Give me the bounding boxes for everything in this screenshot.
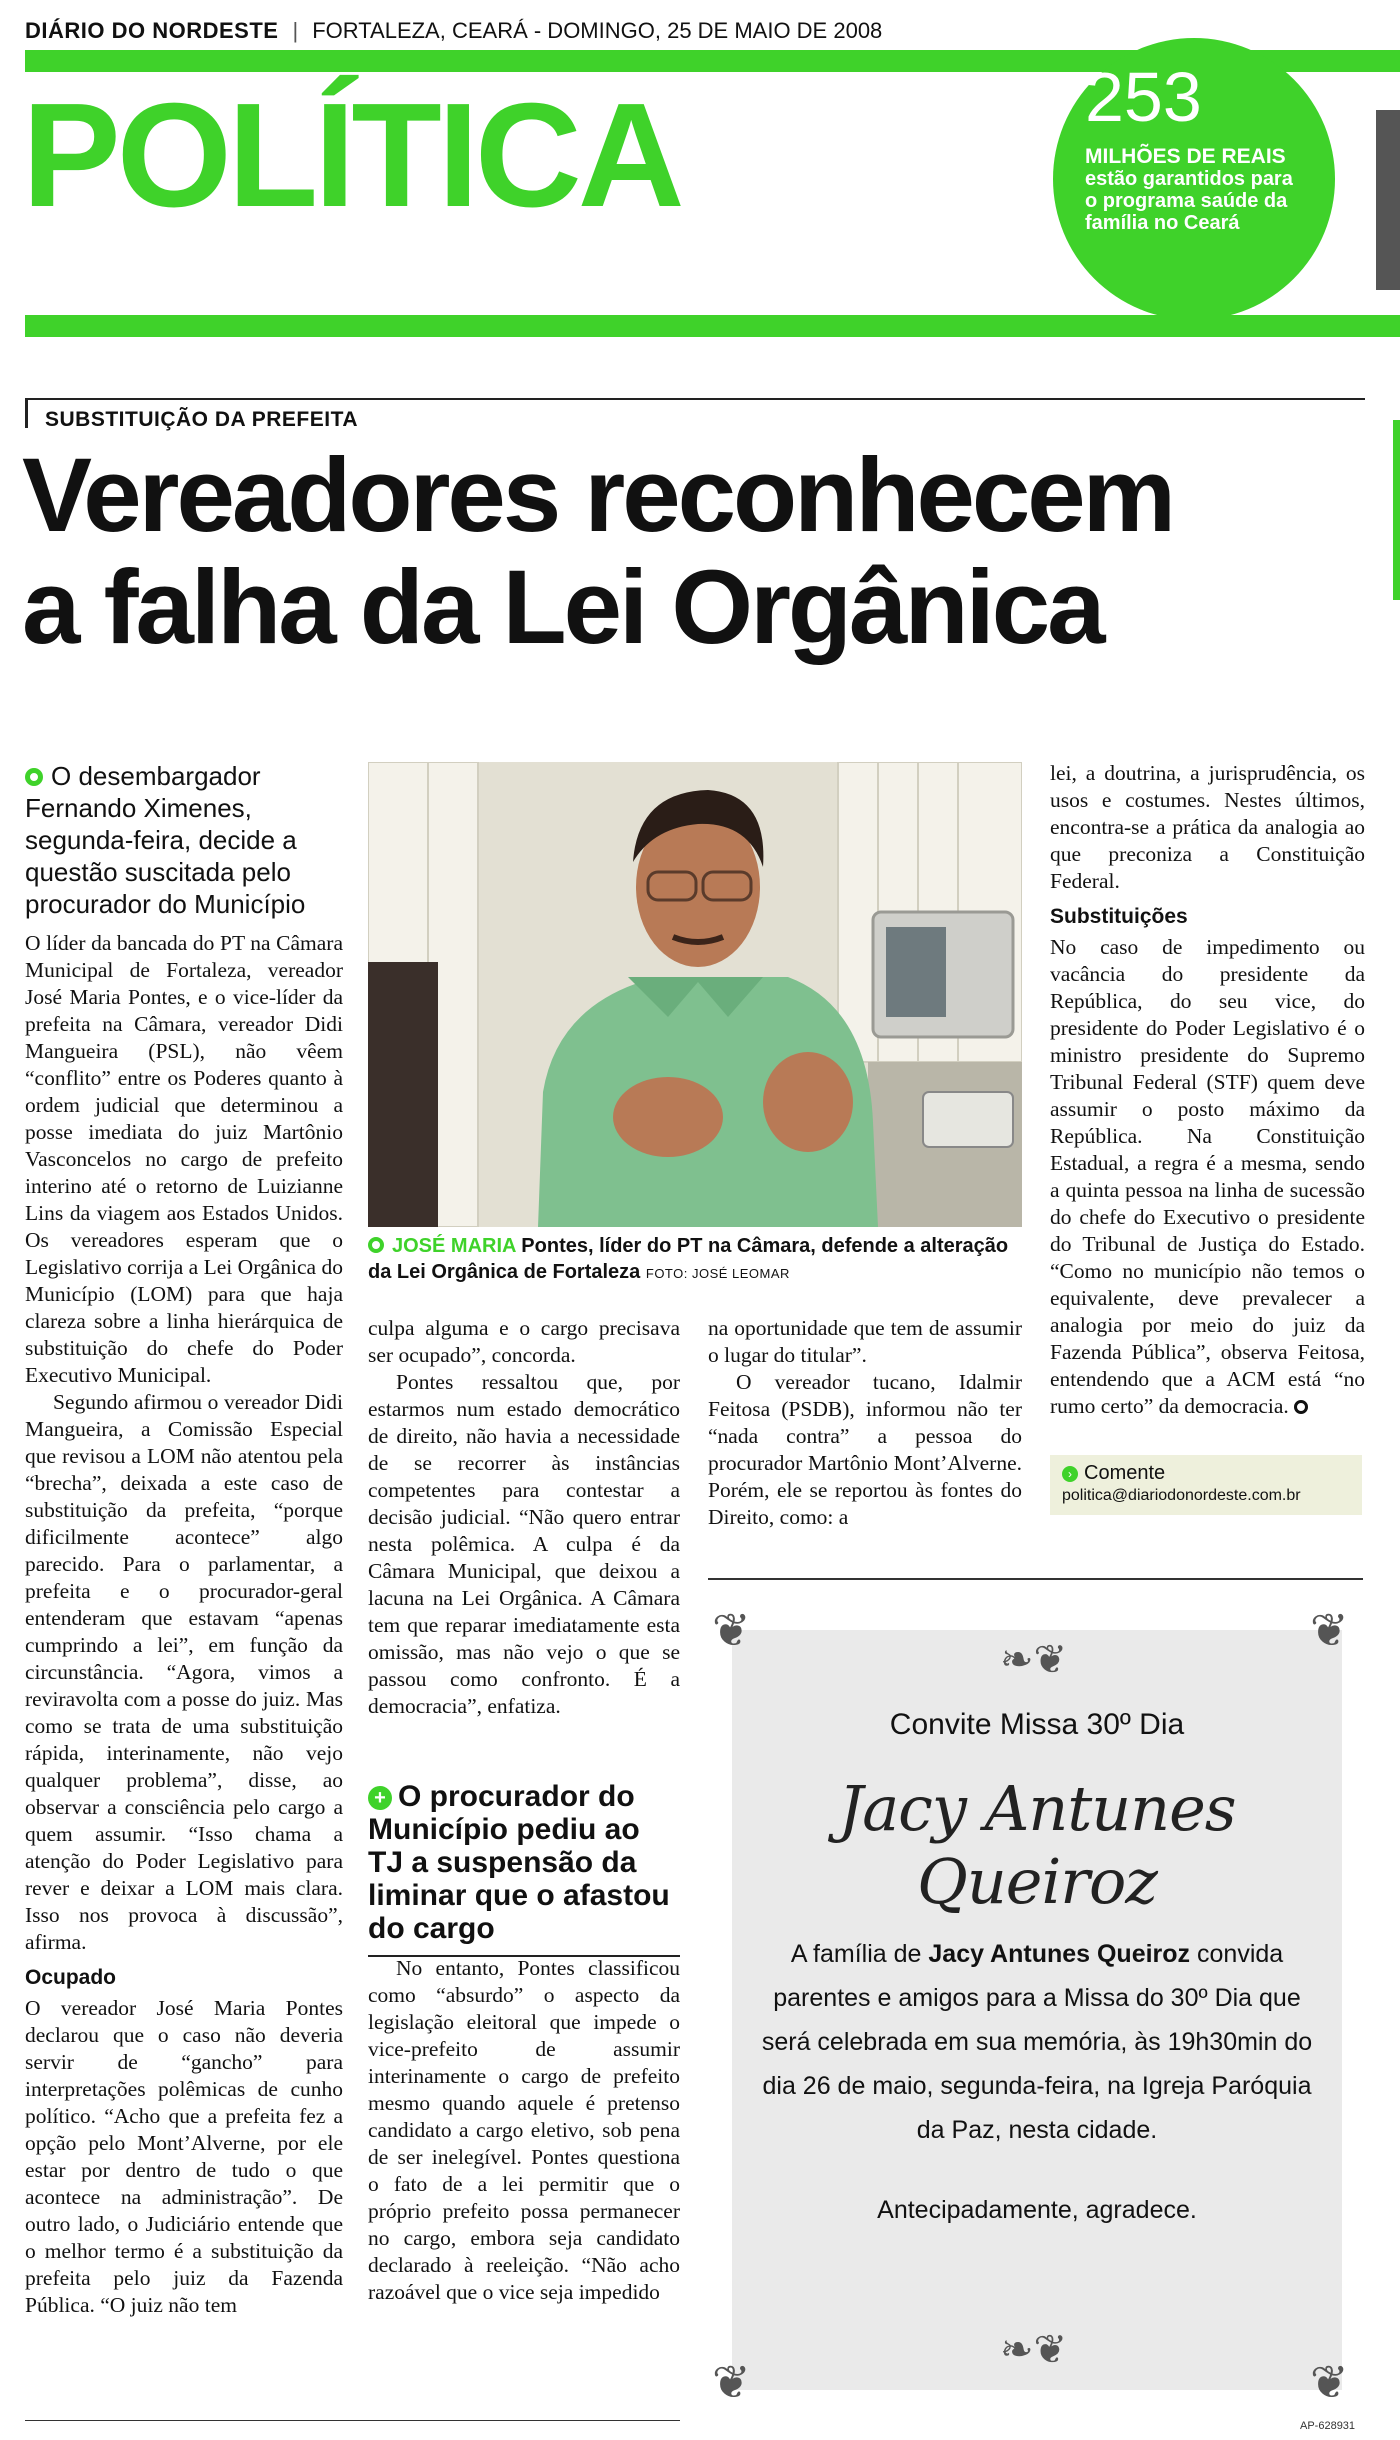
paragraph: lei, a doutrina, a jurisprudência, os usos e costumes. Nestes últimos, encontra-se a prática da analogia ao que preconiza a Constituição Federal. <box>1050 761 1365 893</box>
article-column-2 <box>368 1315 680 1720</box>
photo-illustration <box>368 762 1022 1227</box>
ad-top-rule <box>708 1578 1363 1580</box>
article-column-1 <box>25 760 343 2319</box>
adjacent-page-accent <box>1393 420 1400 600</box>
pull-quote-text: O procurador do Município pediu ao TJ a suspensão da liminar que o afastou do cargo <box>368 1780 670 1945</box>
paragraph: Pontes ressaltou que, por estarmos num estado democrático de direito, não havia a necessidade de se recorrer às instâncias competentes para contestar a decisão judicial. “Não quero entrar nesta polêmica. A culpa é da Câmara Municipal, que deixou a lacuna na Lei Orgânica. A Câmara tem que reparar imediatamente esta omissão, mas não vejo o que se passou como confronto. É a democracia”, enfatiza. <box>368 1370 680 1718</box>
ad-title: Convite Missa 30º Dia <box>889 1708 1185 1741</box>
comment-email[interactable]: politica@diariodonordeste.com.br <box>1062 1487 1301 1504</box>
paragraph: Segundo afirmou o vereador Didi Mangueira, a Comissão Especial que revisou a LOM não atentou pela “brecha”, deixada a este caso de substituição da prefeita, “porque dificilmente acontece” algo parecido. Para o parlamentar, a prefeita e o procurador-geral entenderam que estavam “apenas cumprindo a lei”, em função da circunstância. “Agora, vimos a reviravolta com a posse do juiz. Mas como se trata de uma substituição rápida, interinamente, não vejo qualquer problema”, disse, ao observar a consciência pelo cargo a quem assumir. “Isso chama a atenção do Poder Legislativo para rever e deixar a LOM mais clara. Isso nos provoca à discussão”, afirma. <box>25 1390 343 1954</box>
article-column-4 <box>1050 760 1365 1420</box>
deck-text: O desembargador Fernando Ximenes, segunda-feira, decide a questão suscitada pelo procurador do Município <box>25 761 306 919</box>
subhead-ocupado: Ocupado <box>25 1966 117 1989</box>
ad-body-pre: A família de <box>790 1940 922 1968</box>
paragraph-text: No caso de impedimento ou vacância do presidente da República, do seu vice, do presidente do Poder Legislativo é o ministro presidente do Supremo Tribunal Federal (STF) quem deve assumir o posto máximo da República. Na Constituição Estadual, a regra é a mesma, sendo a quinta pessoa na linha de sucessão do chefe do Executivo o presidente do Tribunal de Justiça do Estado. “Como no município não temos o equivalente, deve prevalecer a analogia por meio do juiz da Fazenda Pública”, observa Feitosa, entendendo que a ACM está “no rumo certo” da democracia. <box>1050 935 1365 1418</box>
masthead <box>25 18 882 44</box>
article-kicker: SUBSTITUIÇÃO DA PREFEITA <box>45 408 359 431</box>
ad-code: AP-628931 <box>1300 2420 1356 2432</box>
corner-ornament-icon: ❦ <box>1310 1605 1349 1656</box>
article-headline <box>22 437 1382 666</box>
header-bar-bottom <box>25 315 1400 337</box>
highlight-label <box>1085 146 1305 234</box>
paragraph <box>1050 934 1365 1420</box>
paragraph: O vereador José Maria Pontes declarou que o caso não deveria servir de “gancho” para interpretações polêmicas de cunho político. “Acho que a prefeita fez a opção pelo Mont’Alverne, por ele estar por dentro de tudo o que acontece na administração”. De outro lado, o Judiciário entende que o melhor termo é a substituição da prefeita pelo juiz da Fazenda Pública. “O juiz não tem <box>25 1996 343 2317</box>
highlight-unit: MILHÕES DE REAIS <box>1085 145 1286 168</box>
top-ornament-icon: ❧❦ <box>1000 1637 1068 1682</box>
comment-box <box>1050 1455 1362 1515</box>
photo-caption <box>368 1233 1022 1287</box>
corner-ornament-icon: ❦ <box>1310 2357 1349 2408</box>
bullet-icon <box>25 768 43 786</box>
corner-ornament-icon: ❦ <box>712 1605 751 1656</box>
comment-label: Comente <box>1084 1462 1166 1484</box>
adjacent-page-photo <box>1376 110 1400 290</box>
headline-line-2: a falha da Lei Orgânica <box>22 549 1103 666</box>
ad-body-post: convida parentes e amigos para a Missa do 30º Dia que será celebrada em sua memória, às 19h30min do dia 26 de maio, segunda-feira, na Igreja Paróquia da Paz, nesta cidade. <box>761 1940 1313 2144</box>
ad-thanks: Antecipadamente, agradece. <box>877 2196 1197 2224</box>
dateline: FORTALEZA, CEARÁ - DOMINGO, 25 DE MAIO DE 2008 <box>312 18 883 43</box>
paragraph: culpa alguma e o cargo precisava ser ocupado”, concorda. <box>368 1316 680 1367</box>
highlight-text: estão garantidos para o programa saúde da família no Ceará <box>1085 168 1293 234</box>
highlight-number: 253 <box>1085 58 1202 136</box>
caption-name: JOSÉ MARIA <box>392 1235 516 1257</box>
photo-credit: FOTO: JOSÉ LEOMAR <box>645 1266 790 1281</box>
headline-line-1: Vereadores reconhecem <box>22 437 1174 554</box>
bottom-rule <box>25 2420 680 2421</box>
section-title: POLÍTICA <box>22 73 681 238</box>
paragraph: na oportunidade que tem de assumir o lugar do titular”. <box>708 1316 1022 1367</box>
corner-ornament-icon: ❦ <box>712 2357 751 2408</box>
paragraph: O líder da bancada do PT na Câmara Municipal de Fortaleza, vereador José Maria Pontes, e o vice-líder da prefeita na Câmara, vereador Didi Mangueira (PSL), não vêem “conflito” entre os Poderes quanto à ordem judicial que determinou a posse imediata do juiz Martônio Vasconcelos no cargo de prefeito interino até o retorno de Luizianne Lins da viagem aos Estados Unidos. Os vereadores esperam que o Legislativo corrija a Lei Orgânica do Município (LOM) para que haja clareza sobre a linha hierárquica de substituição do chefe do Poder Executivo Municipal. <box>25 931 343 1387</box>
article-deck <box>25 760 343 920</box>
paragraph: O vereador tucano, Idalmir Feitosa (PSDB), informou não ter “nada contra” a pessoa do procurador Martônio Mont’Alverne. Porém, ele se reportou às fontes do Direito, como: a <box>708 1370 1022 1529</box>
pull-quote <box>368 1780 680 1957</box>
article-column-2-continued <box>368 1955 680 2306</box>
caption-text: Pontes, líder do PT na Câmara, defende a alteração da Lei Orgânica de Fortaleza <box>368 1235 1009 1283</box>
article-photo <box>368 762 1022 1227</box>
bottom-ornament-icon: ❧❦ <box>1000 2327 1068 2372</box>
paragraph: No entanto, Pontes classificou como “absurdo” o aspecto da legislação eleitoral que impede o vice-prefeito de assumir interinamente o cargo de prefeito mesmo quando aquele é pretenso candidato a cargo eletivo, sob pena de ser inelegível. Pontes questiona o fato de a lei permitir que o próprio prefeito possa permanecer no cargo, embora seja candidato declarado à reeleição. “Não acho razoável que o vice seja impedido <box>368 1956 680 2304</box>
subhead-substituicoes: Substituições <box>1050 905 1188 928</box>
plus-icon: + <box>368 1786 392 1810</box>
end-mark-icon <box>1294 1400 1308 1414</box>
masthead-separator: | <box>292 18 299 43</box>
kicker-rule <box>25 398 1365 400</box>
ad-deceased-name: Jacy Antunes Queiroz <box>838 1772 1236 1918</box>
ad-body <box>752 1932 1322 2152</box>
bullet-icon <box>368 1237 384 1253</box>
kicker-tick <box>25 398 28 428</box>
newspaper-name: DIÁRIO DO NORDESTE <box>25 18 279 43</box>
arrow-right-icon: › <box>1062 1466 1078 1482</box>
article-column-3 <box>708 1315 1022 1531</box>
ad-body-name: Jacy Antunes Queiroz <box>928 1940 1191 1968</box>
